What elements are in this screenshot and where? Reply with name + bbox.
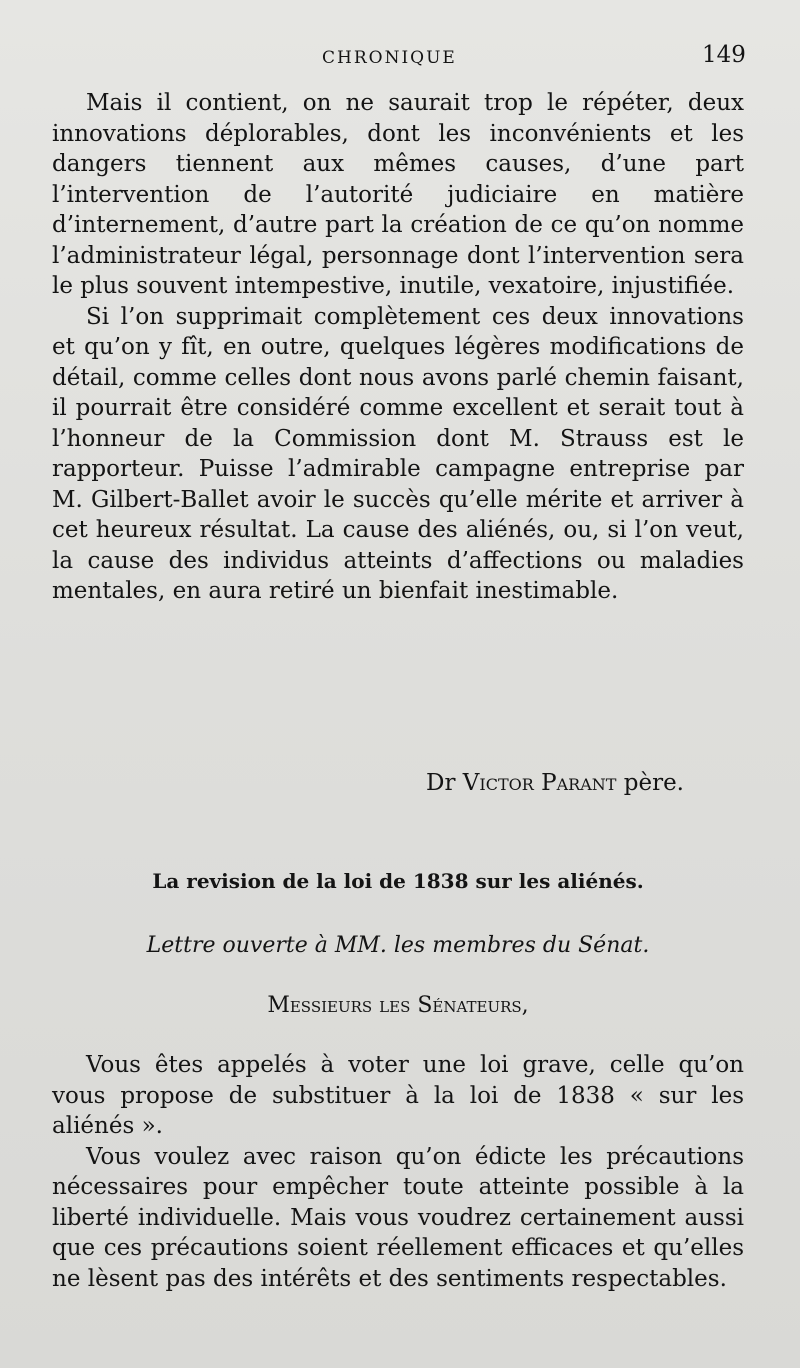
article-title: La revision de la loi de 1838 sur les aliénés. bbox=[152, 869, 644, 893]
letter-text bbox=[52, 1050, 744, 1294]
signature-suffix: père. bbox=[623, 770, 684, 796]
paragraph: Si l’on supprimait complètement ces deux innovations et qu’on y fît, en outre, quelques légères modifications de détail, comme celles dont nous avons parlé chemin faisant, il pourrait être considéré comme excellent et serait tout à l’honneur de la Commission dont M. Strauss est le rapporteur. Puisse l’admirable campagne entreprise par M. Gilbert-Ballet avoir le succès qu’elle mérite et arriver à cet heureux résultat. La cause des aliénés, ou, si l’on veut, la cause des individus atteints d’affections ou maladies mentales, en aura retiré un bienfait inestimable. bbox=[52, 303, 744, 604]
salutation: Messieurs les Sénateurs, bbox=[267, 993, 529, 1018]
signature-name: Victor Parant bbox=[462, 770, 617, 796]
signature-title: Dr bbox=[426, 770, 456, 796]
paragraph: Vous voulez avec raison qu’on édicte les précautions nécessaires pour empêcher toute atteinte possible à la liberté individuelle. Mais vous voudrez certainement aussi que ces précautions soient réellement efficaces et qu’elles ne lèsent pas des intérêts et des sentiments respectables. bbox=[52, 1143, 744, 1292]
paragraph: Mais il contient, on ne saurait trop le répéter, deux innovations déplorables, dont les inconvénients et les dangers tiennent aux mêmes causes, d’une part l’intervention de l’autorité judiciaire en matière d’internement, d’autre part la création de ce qu’on nomme l’administrateur légal, personnage dont l’intervention sera le plus souvent intempestive, inutile, vexatoire, injustifiée. bbox=[52, 90, 744, 299]
running-head bbox=[0, 40, 800, 80]
paragraph: Vous êtes appelés à voter une loi grave, celle qu’on vous propose de substituer à la loi de 1838 « sur les aliénés ». bbox=[52, 1052, 744, 1139]
chronicle-text bbox=[52, 88, 744, 607]
page-number: 149 bbox=[702, 42, 746, 68]
running-head-title: CHRONIQUE bbox=[322, 48, 457, 68]
signature bbox=[52, 770, 684, 796]
article-subtitle: Lettre ouverte à MM. les membres du Sénat. bbox=[146, 933, 650, 958]
